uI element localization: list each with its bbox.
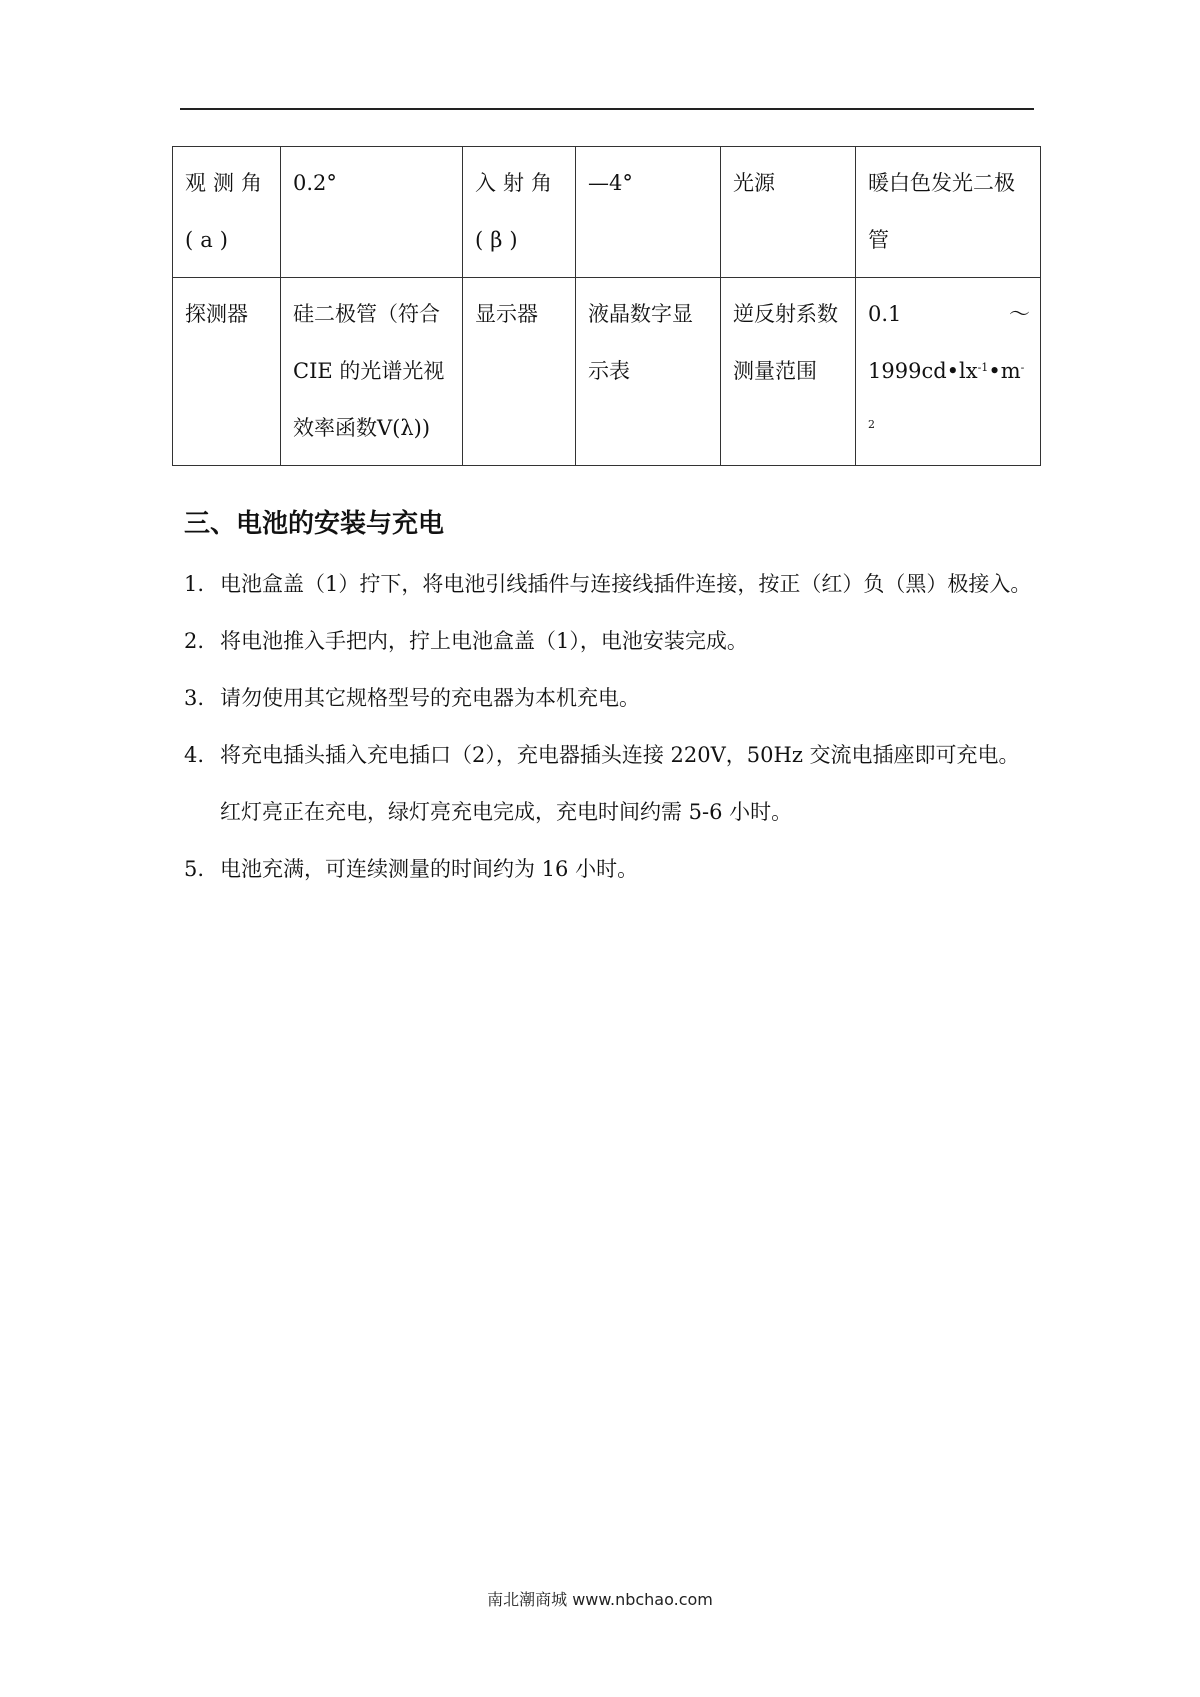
table-cell: 观测角(a) <box>173 147 281 278</box>
table-row <box>173 147 1041 278</box>
step-text: 请勿使用其它规格型号的充电器为本机充电。 <box>220 686 640 710</box>
table-cell: 逆反射系数测量范围 <box>721 278 856 466</box>
table-cell: —4° <box>576 147 721 278</box>
range-from: 0.1 <box>868 302 902 326</box>
table-cell: 探测器 <box>173 278 281 466</box>
step-number: 3. <box>184 686 205 710</box>
range-top-line <box>868 286 1030 343</box>
section-title: 三、电池的安装与充电 <box>184 509 445 539</box>
table-cell: 液晶数字显示表 <box>576 278 721 466</box>
table-cell: 入射角(β) <box>463 147 576 278</box>
table-cell: 光源 <box>721 147 856 278</box>
step-text: 将电池推入手把内，拧上电池盒盖（1），电池安装完成。 <box>220 629 748 653</box>
range-tilde: ～ <box>1009 302 1030 326</box>
range-to: 1999cd•lx <box>868 359 978 383</box>
list-item <box>184 841 1036 898</box>
list-item <box>184 727 1036 841</box>
battery-steps-list <box>184 556 1036 898</box>
table-cell: 暖白色发光二极管 <box>856 147 1041 278</box>
range-unit-m: •m <box>988 359 1021 383</box>
page-footer: 南北潮商城 www.nbchao.com <box>487 1590 713 1609</box>
header-rule <box>180 108 1034 110</box>
step-text: 将充电插头插入充电插口（2），充电器插头连接 220V，50Hz 交流电插座即可充电。红灯亮正在充电，绿灯亮充电完成，充电时间约需 5-6 小时。 <box>220 743 1020 824</box>
list-item <box>184 670 1036 727</box>
range-exponent-lx: -1 <box>977 361 989 374</box>
range-exponent-m: -2 <box>868 361 1025 431</box>
step-text: 电池充满，可连续测量的时间约为 16 小时。 <box>220 857 639 881</box>
table-row <box>173 278 1041 466</box>
spec-table <box>172 146 1041 466</box>
table-cell: 硅二极管（符合CIE 的光谱光视效率函数V(λ)) <box>281 278 463 466</box>
table-cell: 显示器 <box>463 278 576 466</box>
table-cell: 0.2° <box>281 147 463 278</box>
list-item <box>184 613 1036 670</box>
step-number: 4. <box>184 743 205 767</box>
range-bottom-line <box>868 343 1030 457</box>
step-text: 电池盒盖（1）拧下，将电池引线插件与连接线插件连接，按正（红）负（黑）极接入。 <box>220 572 1032 596</box>
step-number: 1. <box>184 572 205 596</box>
list-item <box>184 556 1036 613</box>
step-number: 2. <box>184 629 205 653</box>
measurement-range-cell <box>856 278 1041 466</box>
step-number: 5. <box>184 857 205 881</box>
